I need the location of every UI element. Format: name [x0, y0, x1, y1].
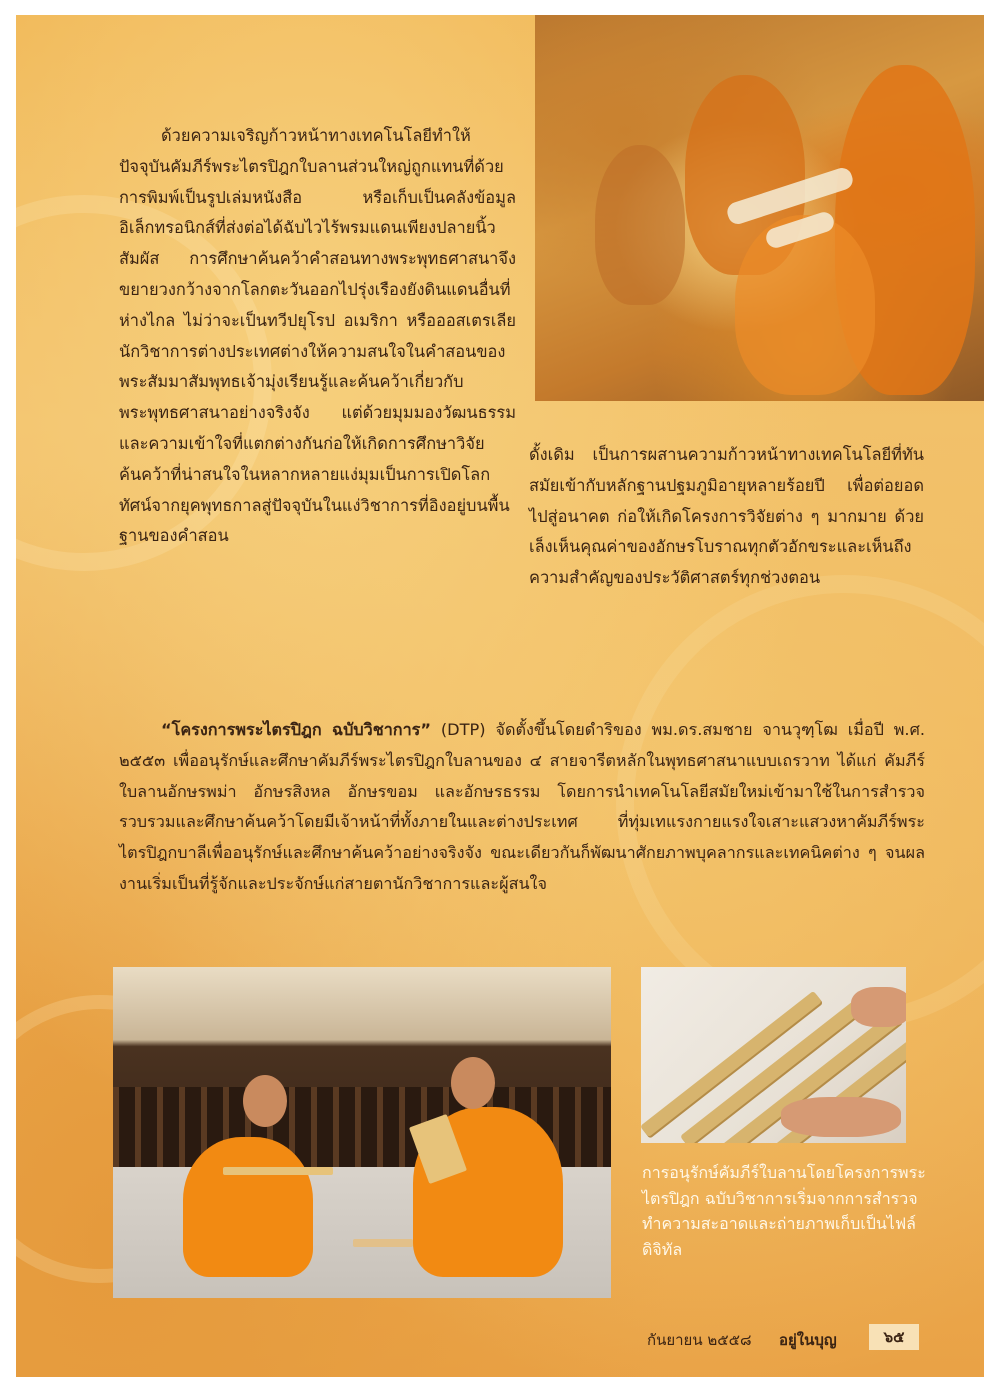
- palm-leaf: [353, 1239, 413, 1247]
- monk-figure: [595, 145, 685, 305]
- paragraph: [119, 715, 925, 900]
- project-name: “โครงการพระไตรปิฎก ฉบับวิชาการ”: [161, 720, 432, 739]
- mural-painting-image: [535, 15, 984, 401]
- magazine-page: [16, 15, 984, 1377]
- palm-leaf-manuscripts-image: [641, 967, 906, 1143]
- image-caption: การอนุรักษ์คัมภีร์ใบลานโดยโครงการพระไตรปิฎก ฉบับวิชาการเริ่มจากการสำรวจ ทำความสะอาดและถ่ายภาพเก็บเป็นไฟล์ดิจิทัล: [642, 1163, 926, 1259]
- article-full-width: [119, 715, 925, 900]
- monk-head: [243, 1075, 287, 1127]
- hand: [781, 1097, 901, 1137]
- monk-figure: [183, 1137, 313, 1277]
- monk-head: [451, 1057, 495, 1109]
- monks-reading-image: [113, 967, 611, 1298]
- palm-leaf: [223, 1167, 333, 1175]
- paragraph-text: (DTP) จัดตั้งขึ้นโดยดำริของ พม.ดร.สมชาย จานวุฑฺโฒ เมื่อปี พ.ศ. ๒๕๕๓ เพื่ออนุรักษ์และศึกษาคัมภีร์พระไตรปิฎกใบลานของ ๔ สายจารีตหลักในพุทธศาสนาแบบเถรวาท ได้แก่ คัมภีร์ใบลานอักษรพม่า อักษรสิงหล อักษรขอม และอักษรธรรม โดยการนำเทคโนโลยีสมัยใหม่เข้ามาใช้ในการสำรวจรวบรวมและศึกษาค้นคว้าโดยมีเจ้าหน้าที่ทั้งภายในและต่างประเทศ ที่ทุ่มเทแรงกายแรงใจเสาะแสวงหาคัมภีร์พระไตรปิฎกบาลีเพื่ออนุรักษ์และศึกษาค้นคว้าอย่างจริงจัง ขณะเดียวกันก็พัฒนาศักยภาพบุคลากรและเทคนิคต่าง ๆ จนผลงานเริ่มเป็นที่รู้จักและประจักษ์แก่สายตานักวิชาการและผู้สนใจ: [119, 720, 925, 893]
- monk-figure: [735, 215, 875, 395]
- article-right-column: [529, 440, 924, 594]
- article-left-column: [119, 121, 516, 552]
- magazine-name: อยู่ในบุญ: [779, 1331, 837, 1349]
- page-number: ๖๕: [869, 1324, 919, 1350]
- issue-month: กันยายน ๒๕๕๘: [647, 1331, 752, 1349]
- page-footer: [647, 1324, 927, 1352]
- hand: [851, 987, 906, 1027]
- paragraph: ด้วยความเจริญก้าวหน้าทางเทคโนโลยีทำให้ปัจจุบันคัมภีร์พระไตรปิฎกใบลานส่วนใหญ่ถูกแทนที่ด้วยการพิมพ์เป็นรูปเล่มหนังสือ หรือเก็บเป็นคลังข้อมูลอิเล็กทรอนิกส์ที่ส่งต่อได้ฉับไวไร้พรมแดนเพียงปลายนิ้วสัมผัส การศึกษาค้นคว้าคำสอนทางพระพุทธศาสนาจึงขยายวงกว้างจากโลกตะวันออกไปรุ่งเรืองยังดินแดนอื่นที่ห่างไกล ไม่ว่าจะเป็นทวีปยุโรป อเมริกา หรือออสเตรเลีย นักวิชาการต่างประเทศต่างให้ความสนใจในคำสอนของพระสัมมาสัมพุทธเจ้ามุ่งเรียนรู้และค้นคว้าเกี่ยวกับพระพุทธศาสนาอย่างจริงจัง แต่ด้วยมุมมองวัฒนธรรมและความเข้าใจที่แตกต่างกันก่อให้เกิดการศึกษาวิจัยค้นคว้าที่น่าสนใจในหลากหลายแง่มุมเป็นการเปิดโลกทัศน์จากยุคพุทธกาลสู่ปัจจุบันในแง่วิชาการที่อิงอยู่บนพื้นฐานของคำสอน: [119, 126, 516, 546]
- paragraph: ดั้งเดิม เป็นการผสานความก้าวหน้าทางเทคโนโลยีที่ทันสมัยเข้ากับหลักฐานปฐมภูมิอายุหลายร้อยปี เพื่อต่อยอดไปสู่อนาคต ก่อให้เกิดโครงการวิจัยต่าง ๆ มากมาย ด้วยเล็งเห็นคุณค่าของอักษรโบราณทุกตัวอักขระและเห็นถึงความสำคัญของประวัติศาสตร์ทุกช่วงตอน: [529, 445, 924, 588]
